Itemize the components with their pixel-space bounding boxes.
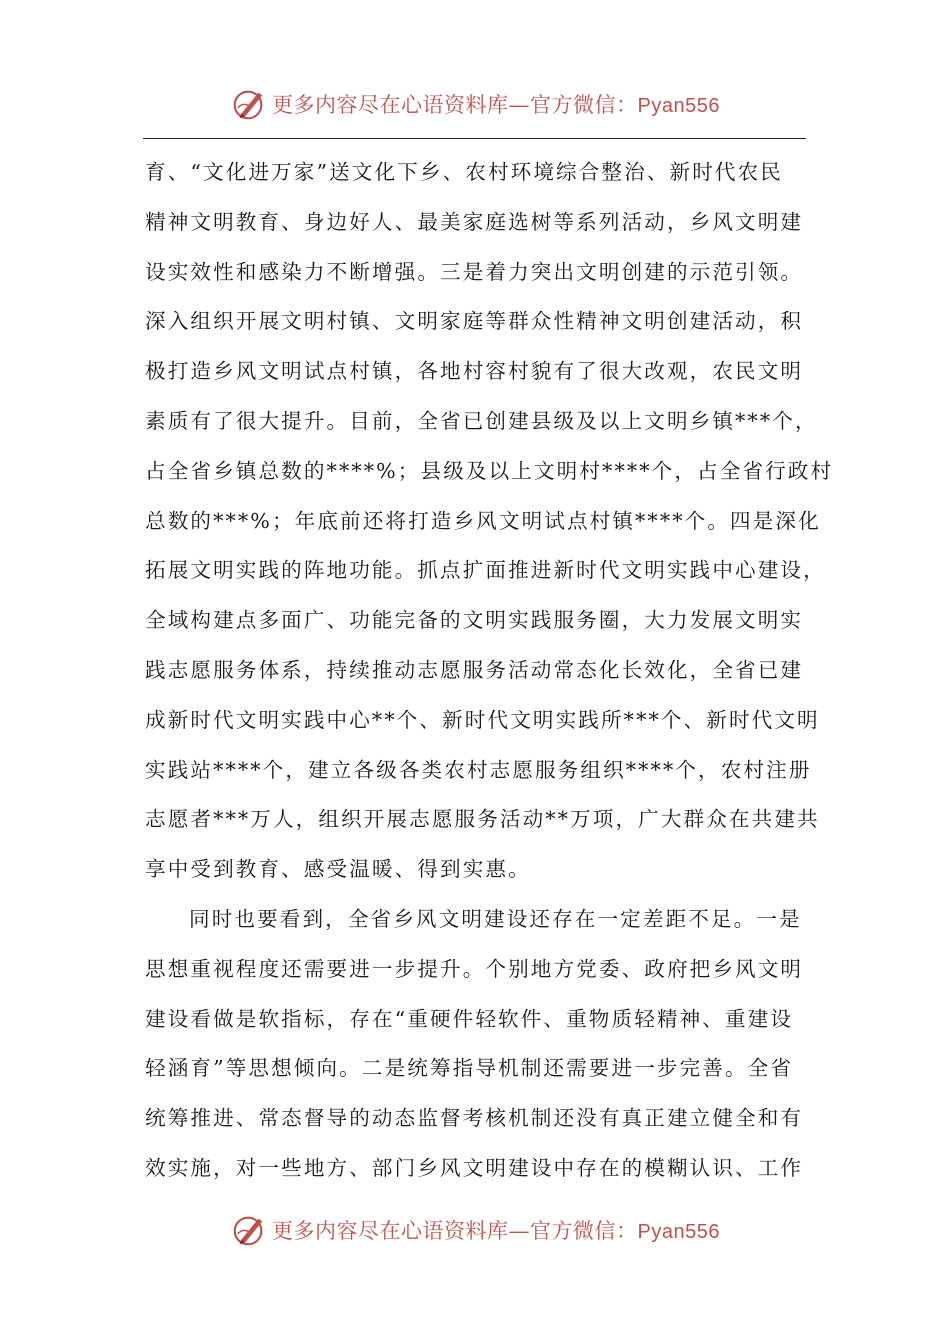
body-line: 统筹推进、常态督导的动态监督考核机制还没有真正建立健全和有 xyxy=(145,1106,804,1131)
body-line: 全域构建点多面广、功能完备的文明实践服务圈，大力发展文明实 xyxy=(145,608,804,633)
body-line: 轻涵育”等思想倾向。二是统筹指导机制还需要进一步完善。全省 xyxy=(145,1056,794,1081)
document-body xyxy=(145,148,834,1194)
body-line: 素质有了很大提升。目前，全省已创建县级及以上文明乡镇***个， xyxy=(145,408,818,433)
body-line: 志愿者***万人，组织开展志愿服务活动**万项，广大群众在共建共 xyxy=(145,807,820,832)
body-line: 思想重视程度还需要进一步提升。个别地方党委、政府把乡风文明 xyxy=(145,956,804,981)
body-line: 成新时代文明实践中心**个、新时代文明实践所***个、新时代文明 xyxy=(145,707,820,732)
body-line: 总数的***%；年底前还将打造乡风文明试点村镇****个。四是深化 xyxy=(145,508,821,533)
body-line: 践志愿服务体系，持续推动志愿服务活动常态化长效化，全省已建 xyxy=(145,657,804,682)
body-line: 占全省乡镇总数的****%；县级及以上文明村****个，占全省行政村 xyxy=(145,458,834,483)
body-line: 深入组织开展文明村镇、文明家庭等群众性精神文明创建活动，积 xyxy=(145,309,804,334)
body-line: 拓展文明实践的阵地功能。抓点扩面推进新时代文明实践中心建设， xyxy=(145,558,826,583)
paragraph-start-line: 同时也要看到，全省乡风文明建设还存在一定差距不足。一是 xyxy=(189,906,802,931)
pen-logo-icon xyxy=(230,85,268,123)
body-line: 极打造乡风文明试点村镇，各地村容村貌有了很大改观，农民文明 xyxy=(145,359,804,384)
pen-logo-icon xyxy=(230,1211,268,1249)
body-line: 精神文明教育、身边好人、最美家庭选树等系列活动，乡风文明建 xyxy=(145,209,804,234)
body-line: 实践站****个，建立各级各类农村志愿服务组织****个，农村注册 xyxy=(145,757,812,782)
footer-banner xyxy=(0,1208,950,1252)
footer-banner-text: 更多内容尽在心语资料库—官方微信：Pyan556 xyxy=(272,1219,720,1243)
body-line: 设实效性和感染力不断增强。三是着力突出文明创建的示范引领。 xyxy=(145,259,804,284)
header-banner xyxy=(0,82,950,126)
header-banner-text: 更多内容尽在心语资料库—官方微信：Pyan556 xyxy=(272,93,720,117)
body-line: 效实施，对一些地方、部门乡风文明建设中存在的模糊认识、工作 xyxy=(145,1155,804,1180)
body-line: 建设看做是软指标，存在“重硬件轻软件、重物质轻精神、重建设 xyxy=(145,1006,794,1031)
body-line: 享中受到教育、感受温暖、得到实惠。 xyxy=(145,857,531,882)
body-line: 育、“文化进万家”送文化下乡、农村环境综合整治、新时代农民 xyxy=(145,160,783,184)
header-rule xyxy=(143,138,806,139)
